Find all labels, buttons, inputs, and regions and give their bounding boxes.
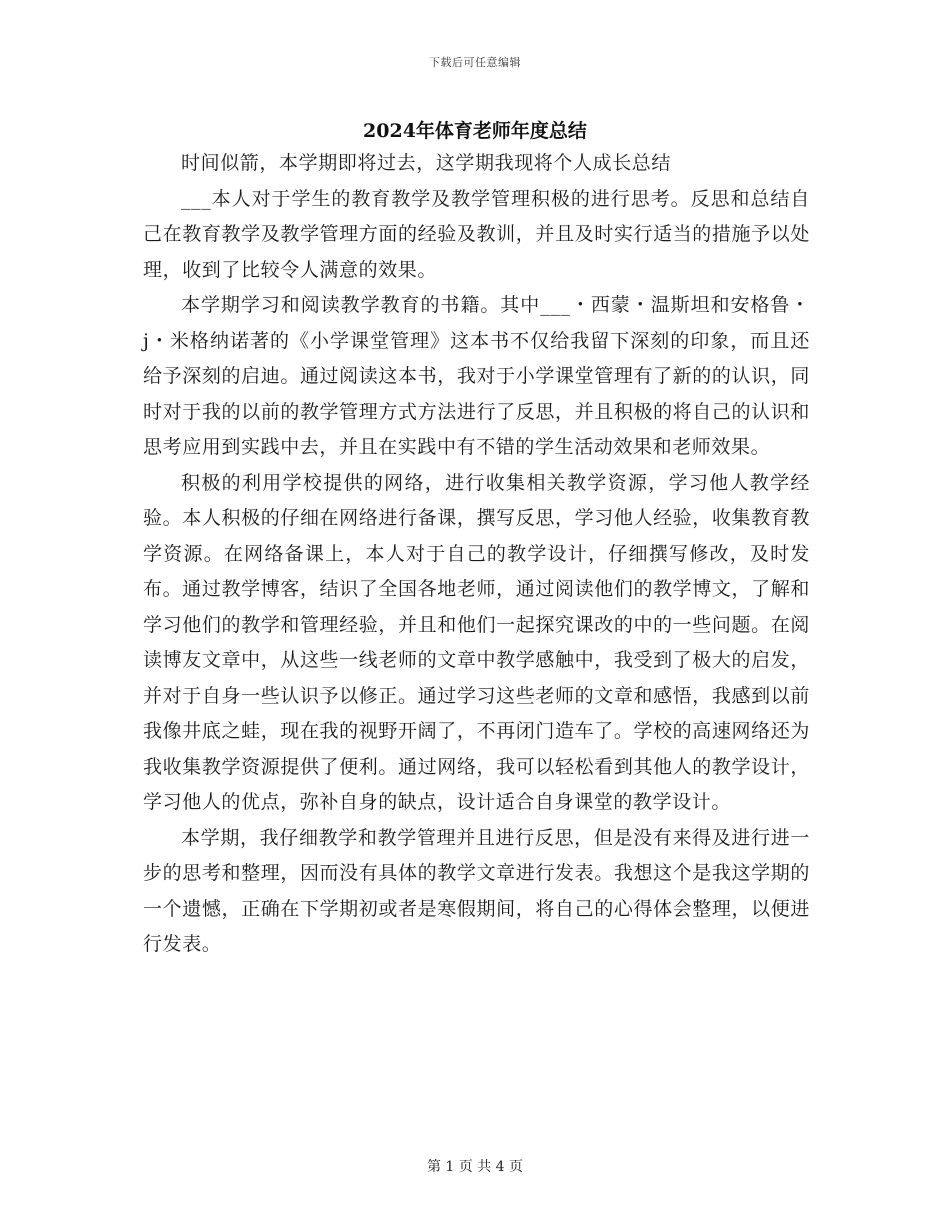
paragraph-network: 积极的利用学校提供的网络，进行收集相关教学资源，学习他人教学经验。本人积极的仔细在网络进行备课，撰写反思，学习他人经验，收集教育教学资源。在网络备课上，本人对于自己的教学设计，仔细撰写修改，及时发布。通过教学博客，结识了全国各地老师，通过阅读他们的教学博文，了解和学习他们的教学和管理经验，并且和他们一起探究课改的中的一些问题。在阅读博友文章中，从这些一线老师的文章中教学感触中，我受到了极大的启发，并对于自身一些认识予以修正。通过学习这些老师的文章和感悟，我感到以前我像井底之蛙，现在我的视野开阔了，不再闭门造车了。学校的高速网络还为我收集教学资源提供了便利。通过网络，我可以轻松看到其他人的教学设计，学习他人的优点，弥补自身的缺点，设计适合自身课堂的教学设计。: [143, 471, 810, 813]
paragraph-regret: 本学期，我仔细教学和教学管理并且进行反思，但是没有来得及进行进一步的思考和整理，因而没有具体的教学文章进行发表。我想这个是我这学期的一个遗憾，正确在下学期初或者是寒假期间，将自己的心得体会整理，以便进行发表。: [143, 826, 810, 955]
document-title: 2024年体育老师年度总结: [363, 120, 587, 142]
page-number-footer: 第 1 页 共 4 页: [426, 1159, 524, 1175]
paragraph-reflection: ___本人对于学生的教育教学及教学管理积极的进行思考。反思和总结自己在教育教学及教学管理方面的经验及教训，并且及时实行适当的措施予以处理，收到了比较令人满意的效果。: [143, 187, 810, 281]
document-body: [143, 146, 810, 963]
header-note: 下载后可任意编辑: [429, 56, 521, 69]
paragraph-reading: 本学期学习和阅读教学教育的书籍。其中___・西蒙・温斯坦和安格鲁・j・米格纳诺著的《小学课堂管理》这本书不仅给我留下深刻的印象，而且还给予深刻的启迪。通过阅读这本书，我对于小学课堂管理有了新的的认识，同时对于我的以前的教学管理方式方法进行了反思，并且积极的将自己的认识和思考应用到实践中去，并且在实践中有不错的学生活动效果和老师效果。: [143, 294, 810, 458]
paragraph-intro: 时间似箭，本学期即将过去，这学期我现将个人成长总结: [181, 152, 672, 174]
